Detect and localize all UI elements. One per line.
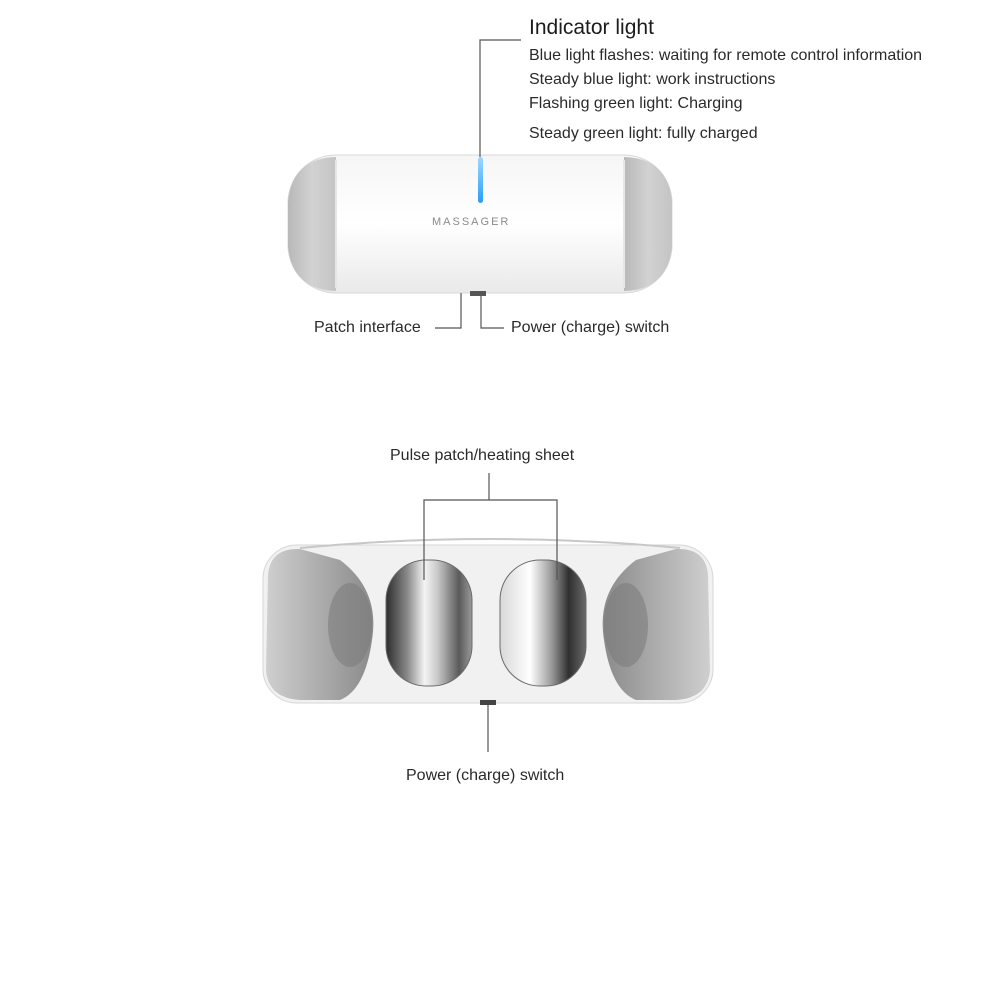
bottom-device	[263, 539, 713, 705]
pulse-patch-left	[386, 560, 472, 686]
pulse-patch-right	[500, 560, 586, 686]
indicator-light	[478, 157, 483, 203]
indicator-line-2: Steady blue light: work instructions	[529, 71, 776, 88]
indicator-line-1: Blue light flashes: waiting for remote control information	[529, 47, 923, 64]
indicator-title: Indicator light	[529, 16, 654, 39]
bottom-switch-nub	[480, 700, 496, 705]
top-power-switch-label: Power (charge) switch	[511, 319, 670, 336]
brand-label: MASSAGER	[432, 216, 511, 228]
pulse-patch-label: Pulse patch/heating sheet	[390, 447, 575, 464]
bottom-power-switch-label: Power (charge) switch	[406, 767, 565, 784]
indicator-line-3: Flashing green light: Charging	[529, 95, 743, 112]
indicator-line-4: Steady green light: fully charged	[529, 125, 758, 142]
top-switch-nub	[470, 291, 486, 296]
patch-interface-label: Patch interface	[314, 319, 421, 336]
